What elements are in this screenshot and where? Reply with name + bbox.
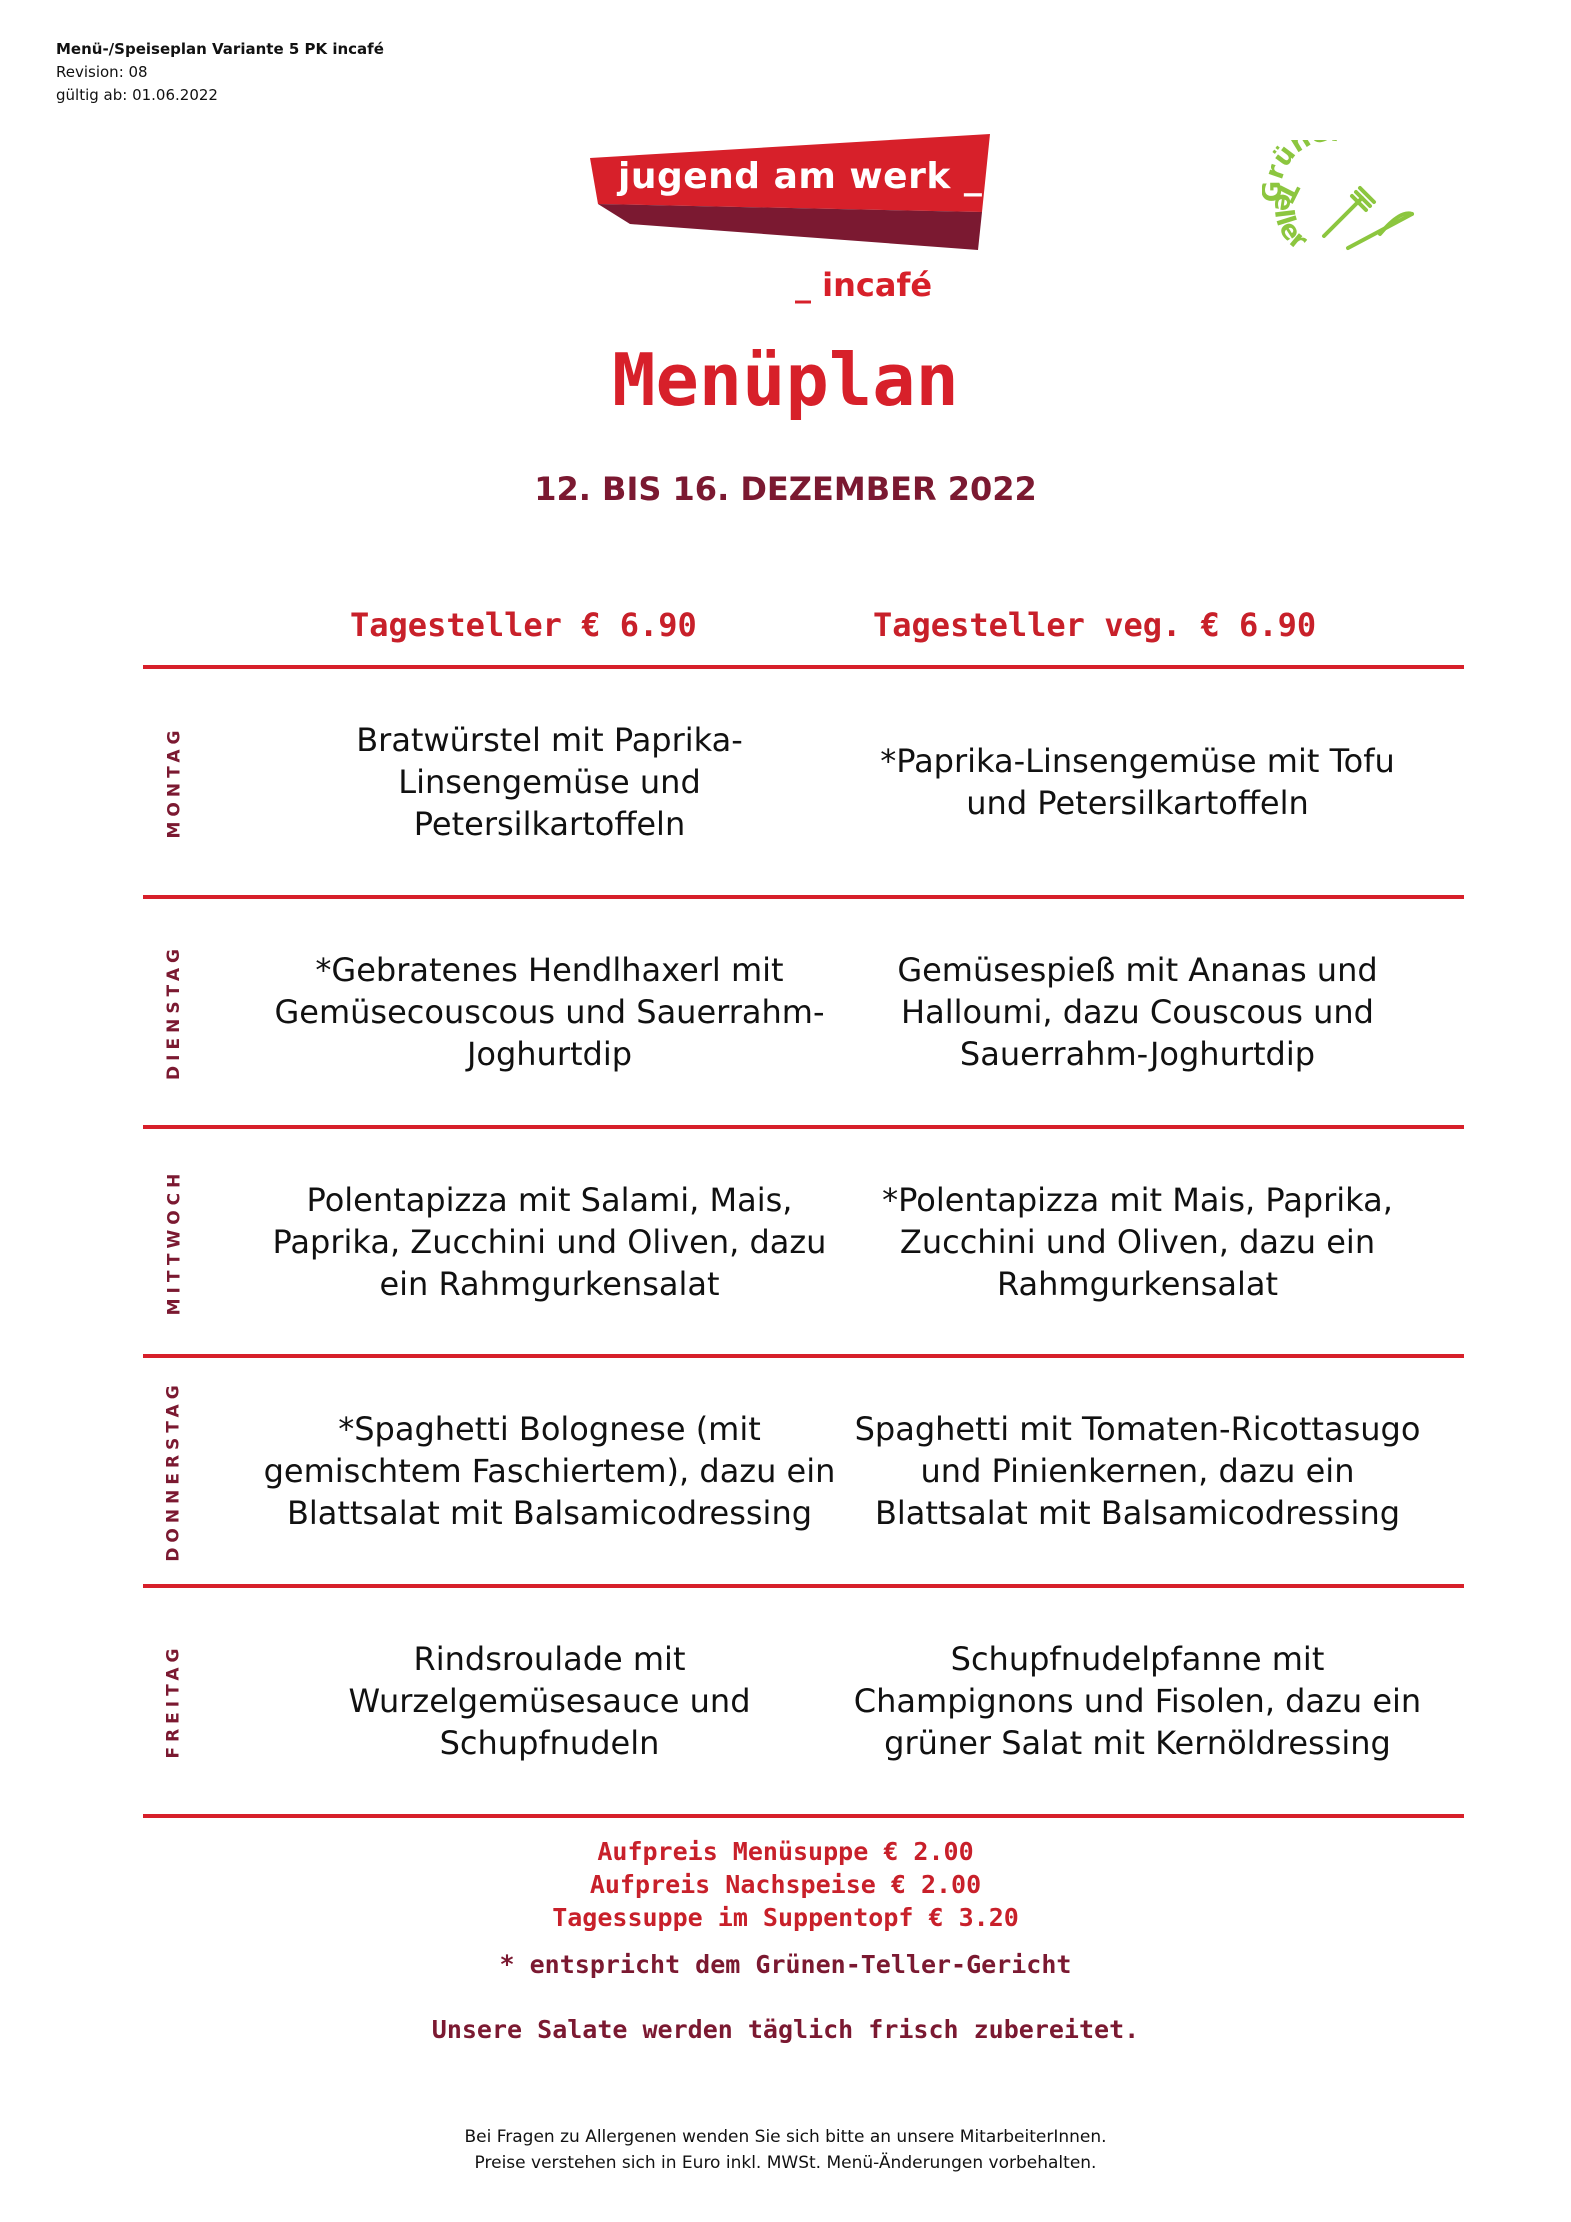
document-header <box>56 38 384 107</box>
day-label-dienstag: DIENSTAG <box>164 944 185 1080</box>
brand-logo <box>590 132 996 252</box>
dish-mittwoch-tagesteller: Polentapizza mit Salami, Mais, Paprika, Zucchini und Oliven, dazu ein Rahmgurkensalat <box>272 1180 827 1303</box>
badge-word-top: rün <box>1262 140 1317 183</box>
surcharge-menusuppe: Aufpreis Menüsuppe € 2.00 <box>597 1837 974 1866</box>
dish-montag-tagesteller: Bratwürstel mit Paprika- Linsengemüse und Petersilkartoffeln <box>356 721 743 843</box>
gruener-teller-footnote: * entspricht dem Grünen-Teller-Gericht <box>499 1950 1072 1979</box>
page-title: Menüplan <box>612 338 959 422</box>
dish-mittwoch-vegetarisch: *Polentapizza mit Mais, Paprika, Zucchini und Oliven, dazu ein Rahmgurkensalat <box>882 1180 1393 1303</box>
column-header-tagesteller-veg: Tagesteller veg. € 6.90 <box>873 606 1317 644</box>
badge-word-bottom: Teller <box>1267 176 1313 257</box>
surcharge-tagessuppe: Tagessuppe im Suppentopf € 3.20 <box>552 1903 1019 1932</box>
revision-label: Revision: 08 <box>56 63 148 81</box>
dish-dienstag-tagesteller: *Gebratenes Hendlhaxerl mit Gemüsecouscous und Sauerrahm- Joghurtdip <box>274 951 825 1073</box>
salad-note: Unsere Salate werden täglich frisch zubereitet. <box>431 2015 1140 2044</box>
dish-montag-vegetarisch: *Paprika-Linsengemüse mit Tofu und Petersilkartoffeln <box>880 742 1395 822</box>
svg-text:Teller <box>1267 177 1312 257</box>
dish-freitag-tagesteller: Rindsroulade mit Wurzelgemüsesauce und Schupfnudeln <box>348 1640 751 1762</box>
valid-from-label: gültig ab: 01.06.2022 <box>56 86 218 104</box>
dish-donnerstag-vegetarisch: Spaghetti mit Tomaten-Ricottasugo und Pinienkernen, dazu ein Blattsalat mit Balsamicodressing <box>854 1410 1421 1532</box>
day-label-montag: MONTAG <box>164 725 185 839</box>
surcharge-nachspeise: Aufpreis Nachspeise € 2.00 <box>589 1870 982 1899</box>
price-info-line: Preise verstehen sich in Euro inkl. MWSt. Menü-Änderungen vorbehalten. <box>474 2153 1097 2173</box>
date-range: 12. BIS 16. DEZEMBER 2022 <box>534 470 1037 508</box>
allergen-info <box>0 2124 1571 2176</box>
dish-dienstag-vegetarisch: Gemüsespieß mit Ananas und Halloumi, dazu Couscous und Sauerrahm-Joghurtdip <box>897 951 1378 1073</box>
brand-subname: _ incafé <box>795 266 933 304</box>
column-header-tagesteller: Tagesteller € 6.90 <box>350 606 697 644</box>
surcharge-list <box>0 1835 1571 1934</box>
day-label-freitag: FREITAG <box>164 1643 184 1759</box>
document-title: Menü-/Speiseplan Variante 5 PK incafé <box>56 40 384 58</box>
dish-donnerstag-tagesteller: *Spaghetti Bolognese (mit gemischtem Faschiertem), dazu ein Blattsalat mit Balsamicodressing <box>263 1410 836 1532</box>
allergen-info-line: Bei Fragen zu Allergenen wenden Sie sich bitte an unsere MitarbeiterInnen. <box>464 2127 1107 2147</box>
gruener-teller-badge <box>1262 140 1422 270</box>
day-label-donnerstag: DONNERSTAG <box>164 1380 185 1562</box>
brand-name: jugend am werk _ <box>618 156 983 197</box>
gruener-teller-icon <box>1262 140 1422 270</box>
dish-freitag-vegetarisch: Schupfnudelpfanne mit Champignons und Fisolen, dazu ein grüner Salat mit Kernöldressing <box>853 1640 1422 1762</box>
divider-line <box>143 1814 1464 1818</box>
day-label-mittwoch: MITTWOCH <box>164 1168 185 1315</box>
